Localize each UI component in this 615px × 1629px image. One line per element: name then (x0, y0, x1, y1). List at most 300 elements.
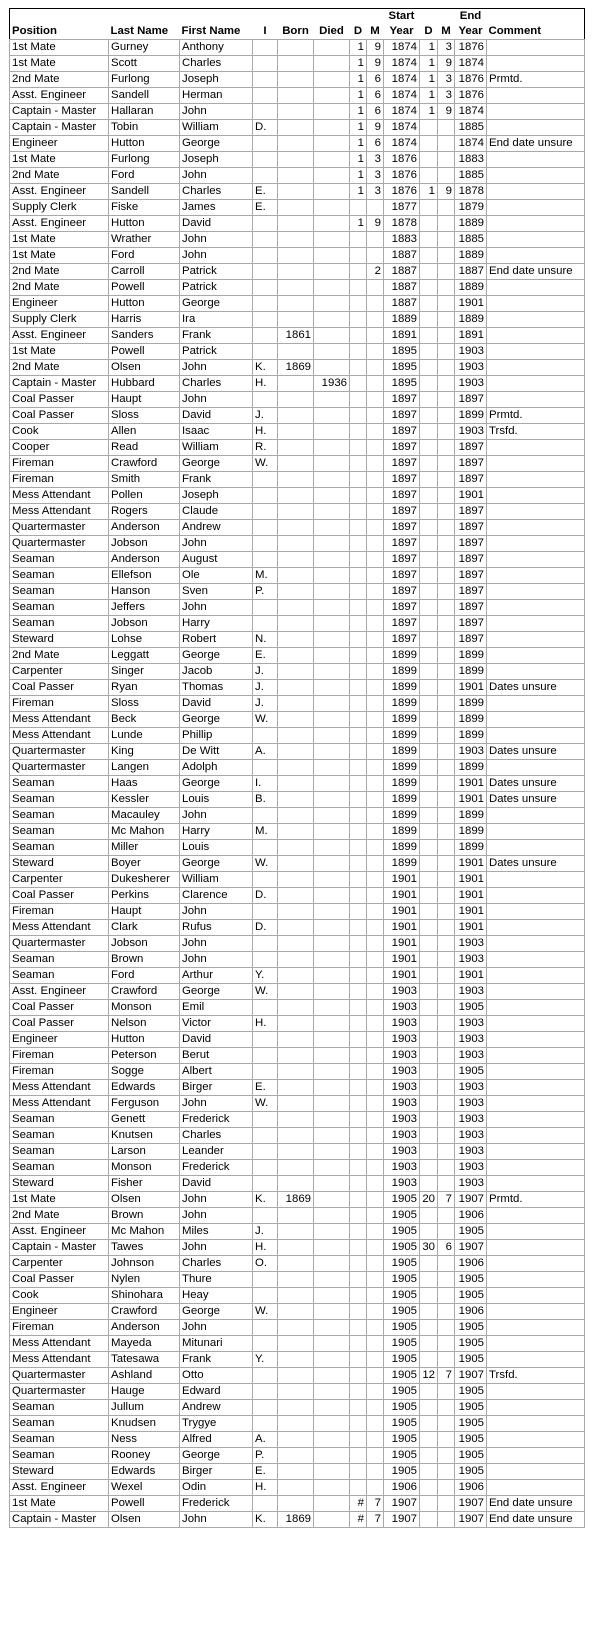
cell-comment (487, 456, 585, 472)
cell-end-year: 1897 (455, 520, 487, 536)
cell-start-day (350, 1416, 367, 1432)
cell-position: Engineer (10, 1304, 109, 1320)
col-end-year-header: Year (458, 25, 483, 37)
cell-end-year: 1903 (455, 984, 487, 1000)
cell-last-name: Powell (109, 1496, 180, 1512)
cell-initial: P. (253, 584, 278, 600)
col-start-month-header: M (370, 25, 380, 37)
cell-last-name: Kessler (109, 792, 180, 808)
cell-start-day (350, 1080, 367, 1096)
cell-start-year: 1905 (384, 1208, 420, 1224)
cell-start-year: 1897 (384, 472, 420, 488)
cell-last-name: Hubbard (109, 376, 180, 392)
cell-first-name: George (180, 136, 253, 152)
cell-first-name: John (180, 1240, 253, 1256)
cell-comment: Dates unsure (487, 744, 585, 760)
cell-start-year: 1899 (384, 664, 420, 680)
cell-end-month (438, 1304, 455, 1320)
cell-first-name: John (180, 1192, 253, 1208)
cell-start-month (367, 1320, 384, 1336)
cell-end-month (438, 904, 455, 920)
cell-first-name: Charles (180, 56, 253, 72)
cell-position: Captain - Master (10, 1512, 109, 1528)
cell-end-month (438, 1480, 455, 1496)
cell-start-year: 1878 (384, 216, 420, 232)
cell-start-month (367, 1384, 384, 1400)
cell-comment (487, 520, 585, 536)
cell-start-month (367, 920, 384, 936)
cell-end-month (438, 1144, 455, 1160)
cell-comment (487, 1096, 585, 1112)
cell-position: Fireman (10, 1048, 109, 1064)
cell-initial: J. (253, 680, 278, 696)
table-row (10, 1416, 585, 1432)
cell-born (278, 504, 314, 520)
cell-initial: W. (253, 1304, 278, 1320)
cell-start-year: 1905 (384, 1224, 420, 1240)
cell-start-year: 1874 (384, 72, 420, 88)
cell-died (314, 456, 350, 472)
cell-start-year: 1899 (384, 776, 420, 792)
table-row (10, 280, 585, 296)
table-row (10, 1000, 585, 1016)
cell-end-year: 1903 (455, 376, 487, 392)
cell-initial: W. (253, 456, 278, 472)
table-row (10, 456, 585, 472)
table-row (10, 664, 585, 680)
cell-start-year: 1901 (384, 920, 420, 936)
cell-died (314, 168, 350, 184)
cell-end-day (420, 856, 438, 872)
cell-end-year: 1905 (455, 1448, 487, 1464)
cell-position: Coal Passer (10, 1272, 109, 1288)
cell-comment (487, 1400, 585, 1416)
cell-end-year: 1903 (455, 1096, 487, 1112)
cell-start-day (350, 968, 367, 984)
table-row (10, 1080, 585, 1096)
cell-start-month (367, 1272, 384, 1288)
cell-start-day (350, 1000, 367, 1016)
cell-end-month (438, 1416, 455, 1432)
cell-start-day (350, 840, 367, 856)
cell-end-year: 1876 (455, 88, 487, 104)
cell-died (314, 936, 350, 952)
table-row (10, 1176, 585, 1192)
cell-position: 2nd Mate (10, 168, 109, 184)
cell-start-year: 1905 (384, 1336, 420, 1352)
cell-position: 1st Mate (10, 344, 109, 360)
cell-end-month (438, 1128, 455, 1144)
cell-start-month (367, 312, 384, 328)
cell-start-year: 1905 (384, 1192, 420, 1208)
cell-end-year: 1901 (455, 872, 487, 888)
cell-end-day (420, 1048, 438, 1064)
cell-end-year: 1901 (455, 680, 487, 696)
table-row (10, 424, 585, 440)
cell-end-month (438, 1400, 455, 1416)
cell-first-name: Birger (180, 1464, 253, 1480)
cell-first-name: James (180, 200, 253, 216)
cell-end-month (438, 344, 455, 360)
cell-start-month (367, 744, 384, 760)
cell-comment (487, 568, 585, 584)
cell-end-day (420, 1464, 438, 1480)
cell-start-year: 1905 (384, 1320, 420, 1336)
header-row-top (10, 9, 585, 25)
cell-position: Seaman (10, 776, 109, 792)
cell-position: Engineer (10, 136, 109, 152)
cell-last-name: Tatesawa (109, 1352, 180, 1368)
cell-initial: Y. (253, 968, 278, 984)
cell-start-day (350, 920, 367, 936)
cell-start-month (367, 328, 384, 344)
cell-position: Quartermaster (10, 520, 109, 536)
cell-last-name: Brown (109, 1208, 180, 1224)
cell-end-year: 1897 (455, 456, 487, 472)
cell-initial (253, 1336, 278, 1352)
cell-first-name: Joseph (180, 72, 253, 88)
cell-born (278, 1176, 314, 1192)
cell-comment (487, 472, 585, 488)
cell-last-name: Fiske (109, 200, 180, 216)
cell-start-day (350, 1320, 367, 1336)
table-row (10, 648, 585, 664)
cell-start-month (367, 904, 384, 920)
cell-end-day (420, 744, 438, 760)
cell-start-month: 9 (367, 56, 384, 72)
cell-end-month (438, 456, 455, 472)
cell-start-day (350, 472, 367, 488)
cell-end-year: 1901 (455, 776, 487, 792)
col-end-day-header: D (424, 25, 433, 37)
cell-comment (487, 1272, 585, 1288)
cell-first-name: Frederick (180, 1496, 253, 1512)
cell-first-name: Heay (180, 1288, 253, 1304)
cell-first-name: Claude (180, 504, 253, 520)
cell-died (314, 520, 350, 536)
cell-initial (253, 248, 278, 264)
cell-last-name: Ford (109, 248, 180, 264)
cell-died (314, 264, 350, 280)
cell-end-month (438, 264, 455, 280)
cell-end-day (420, 792, 438, 808)
cell-end-year: 1897 (455, 552, 487, 568)
table-row (10, 920, 585, 936)
cell-start-day (350, 248, 367, 264)
table-row (10, 616, 585, 632)
cell-end-month (438, 984, 455, 1000)
cell-position: Mess Attendant (10, 1096, 109, 1112)
table-row (10, 376, 585, 392)
cell-start-month (367, 1416, 384, 1432)
cell-start-day (350, 1288, 367, 1304)
cell-start-month: 3 (367, 168, 384, 184)
cell-position: Quartermaster (10, 1384, 109, 1400)
cell-end-day (420, 264, 438, 280)
cell-start-month (367, 1336, 384, 1352)
cell-initial: E. (253, 1080, 278, 1096)
cell-end-month: 3 (438, 72, 455, 88)
cell-initial (253, 1384, 278, 1400)
cell-end-day (420, 1000, 438, 1016)
cell-born (278, 392, 314, 408)
cell-first-name: Herman (180, 88, 253, 104)
table-row (10, 1048, 585, 1064)
cell-start-month (367, 1080, 384, 1096)
cell-born (278, 1096, 314, 1112)
cell-end-day (420, 664, 438, 680)
cell-initial: I. (253, 776, 278, 792)
cell-first-name: John (180, 248, 253, 264)
cell-start-month (367, 552, 384, 568)
cell-comment (487, 968, 585, 984)
cell-end-year: 1905 (455, 1288, 487, 1304)
cell-start-day (350, 824, 367, 840)
cell-start-day (350, 392, 367, 408)
table-row (10, 792, 585, 808)
cell-start-day (350, 328, 367, 344)
cell-start-day (350, 1480, 367, 1496)
table-row (10, 1272, 585, 1288)
cell-start-year: 1905 (384, 1400, 420, 1416)
cell-start-year: 1899 (384, 744, 420, 760)
cell-start-month (367, 1256, 384, 1272)
cell-last-name: Singer (109, 664, 180, 680)
cell-end-day (420, 728, 438, 744)
cell-born (278, 232, 314, 248)
cell-position: Seaman (10, 1144, 109, 1160)
cell-start-year: 1874 (384, 40, 420, 56)
cell-died (314, 888, 350, 904)
cell-start-year: 1876 (384, 184, 420, 200)
cell-end-day: 1 (420, 184, 438, 200)
table-row (10, 408, 585, 424)
cell-end-year: 1903 (455, 1112, 487, 1128)
cell-start-day: 1 (350, 88, 367, 104)
cell-start-month (367, 376, 384, 392)
cell-born (278, 312, 314, 328)
cell-died (314, 712, 350, 728)
cell-initial (253, 168, 278, 184)
cell-end-day (420, 1096, 438, 1112)
cell-start-day (350, 552, 367, 568)
table-row (10, 312, 585, 328)
cell-position: Seaman (10, 808, 109, 824)
cell-end-year: 1889 (455, 248, 487, 264)
cell-died (314, 1064, 350, 1080)
table-row (10, 856, 585, 872)
table-row (10, 216, 585, 232)
cell-end-month (438, 248, 455, 264)
cell-end-day (420, 312, 438, 328)
cell-last-name: Hutton (109, 296, 180, 312)
cell-end-year: 1901 (455, 904, 487, 920)
cell-died (314, 1384, 350, 1400)
cell-died (314, 792, 350, 808)
cell-position: Fireman (10, 1064, 109, 1080)
cell-position: Coal Passer (10, 680, 109, 696)
cell-comment: End date unsure (487, 264, 585, 280)
table-row (10, 696, 585, 712)
cell-start-day (350, 1112, 367, 1128)
cell-end-year: 1906 (455, 1256, 487, 1272)
cell-born (278, 376, 314, 392)
cell-end-day (420, 344, 438, 360)
cell-end-year: 1903 (455, 744, 487, 760)
cell-start-year: 1897 (384, 600, 420, 616)
cell-died (314, 1128, 350, 1144)
cell-first-name: Andrew (180, 520, 253, 536)
cell-initial (253, 1272, 278, 1288)
cell-end-day (420, 600, 438, 616)
cell-position: Supply Clerk (10, 200, 109, 216)
cell-end-day (420, 968, 438, 984)
col-first-name-header: First Name (181, 25, 241, 37)
cell-born (278, 664, 314, 680)
cell-last-name: Tawes (109, 1240, 180, 1256)
cell-start-day: 1 (350, 152, 367, 168)
cell-start-month (367, 200, 384, 216)
cell-comment (487, 808, 585, 824)
cell-first-name: George (180, 1448, 253, 1464)
cell-last-name: Powell (109, 280, 180, 296)
cell-end-month (438, 1320, 455, 1336)
cell-end-day: 20 (420, 1192, 438, 1208)
cell-start-year: 1899 (384, 648, 420, 664)
table-row (10, 744, 585, 760)
cell-end-year: 1905 (455, 1352, 487, 1368)
cell-start-month: 3 (367, 184, 384, 200)
cell-comment (487, 1080, 585, 1096)
cell-start-day (350, 520, 367, 536)
cell-end-year: 1907 (455, 1512, 487, 1528)
cell-start-year: 1906 (384, 1480, 420, 1496)
cell-initial: J. (253, 1224, 278, 1240)
table-row (10, 1320, 585, 1336)
cell-end-day (420, 1448, 438, 1464)
cell-end-month (438, 648, 455, 664)
cell-end-day (420, 456, 438, 472)
cell-start-day (350, 1256, 367, 1272)
cell-last-name: Miller (109, 840, 180, 856)
cell-last-name: Macauley (109, 808, 180, 824)
cell-first-name: Louis (180, 840, 253, 856)
cell-end-month (438, 920, 455, 936)
cell-initial (253, 136, 278, 152)
cell-end-month (438, 1048, 455, 1064)
cell-last-name: Mc Mahon (109, 824, 180, 840)
cell-initial: M. (253, 568, 278, 584)
cell-position: 1st Mate (10, 40, 109, 56)
cell-born (278, 1304, 314, 1320)
cell-comment (487, 168, 585, 184)
cell-end-year: 1905 (455, 1384, 487, 1400)
cell-start-day: 1 (350, 168, 367, 184)
table-row (10, 824, 585, 840)
cell-initial (253, 728, 278, 744)
cell-comment (487, 696, 585, 712)
cell-first-name: Ira (180, 312, 253, 328)
cell-end-day (420, 1064, 438, 1080)
cell-comment (487, 888, 585, 904)
table-row (10, 1496, 585, 1512)
cell-born (278, 1032, 314, 1048)
cell-start-day (350, 1032, 367, 1048)
cell-initial: W. (253, 984, 278, 1000)
cell-comment: Prmtd. (487, 72, 585, 88)
cell-position: 1st Mate (10, 56, 109, 72)
cell-start-year: 1905 (384, 1256, 420, 1272)
cell-initial (253, 1208, 278, 1224)
cell-start-month (367, 1176, 384, 1192)
cell-first-name: Harry (180, 616, 253, 632)
cell-start-month (367, 1112, 384, 1128)
table-row (10, 520, 585, 536)
cell-initial (253, 904, 278, 920)
cell-end-month: 3 (438, 88, 455, 104)
cell-end-month (438, 872, 455, 888)
cell-start-year: 1899 (384, 808, 420, 824)
cell-position: Captain - Master (10, 376, 109, 392)
cell-born (278, 856, 314, 872)
cell-start-day (350, 424, 367, 440)
cell-end-month (438, 328, 455, 344)
cell-born (278, 280, 314, 296)
cell-initial (253, 1064, 278, 1080)
cell-end-month (438, 1288, 455, 1304)
cell-end-year: 1899 (455, 664, 487, 680)
cell-died (314, 1080, 350, 1096)
cell-died (314, 424, 350, 440)
cell-last-name: Ness (109, 1432, 180, 1448)
cell-start-month: 6 (367, 72, 384, 88)
cell-comment (487, 120, 585, 136)
cell-start-month (367, 296, 384, 312)
cell-end-month (438, 760, 455, 776)
cell-end-year: 1903 (455, 1048, 487, 1064)
cell-first-name: David (180, 408, 253, 424)
cell-start-day (350, 408, 367, 424)
cell-start-month: 3 (367, 152, 384, 168)
cell-initial: H. (253, 376, 278, 392)
cell-start-year: 1897 (384, 584, 420, 600)
cell-start-month: 7 (367, 1512, 384, 1528)
cell-initial: J. (253, 408, 278, 424)
cell-position: 2nd Mate (10, 360, 109, 376)
cell-start-day (350, 744, 367, 760)
cell-position: Asst. Engineer (10, 328, 109, 344)
cell-start-month: 9 (367, 40, 384, 56)
table-row (10, 344, 585, 360)
cell-comment (487, 712, 585, 728)
cell-start-month (367, 1480, 384, 1496)
cell-first-name: Charles (180, 1128, 253, 1144)
cell-end-year: 1901 (455, 920, 487, 936)
cell-comment (487, 328, 585, 344)
table-row (10, 1464, 585, 1480)
cell-died (314, 104, 350, 120)
cell-initial: J. (253, 696, 278, 712)
cell-last-name: Furlong (109, 152, 180, 168)
cell-end-month (438, 808, 455, 824)
cell-comment: Trsfd. (487, 1368, 585, 1384)
cell-start-day: 1 (350, 72, 367, 88)
cell-end-year: 1903 (455, 1016, 487, 1032)
cell-initial (253, 936, 278, 952)
cell-born (278, 344, 314, 360)
cell-end-year: 1897 (455, 616, 487, 632)
cell-start-day (350, 1240, 367, 1256)
